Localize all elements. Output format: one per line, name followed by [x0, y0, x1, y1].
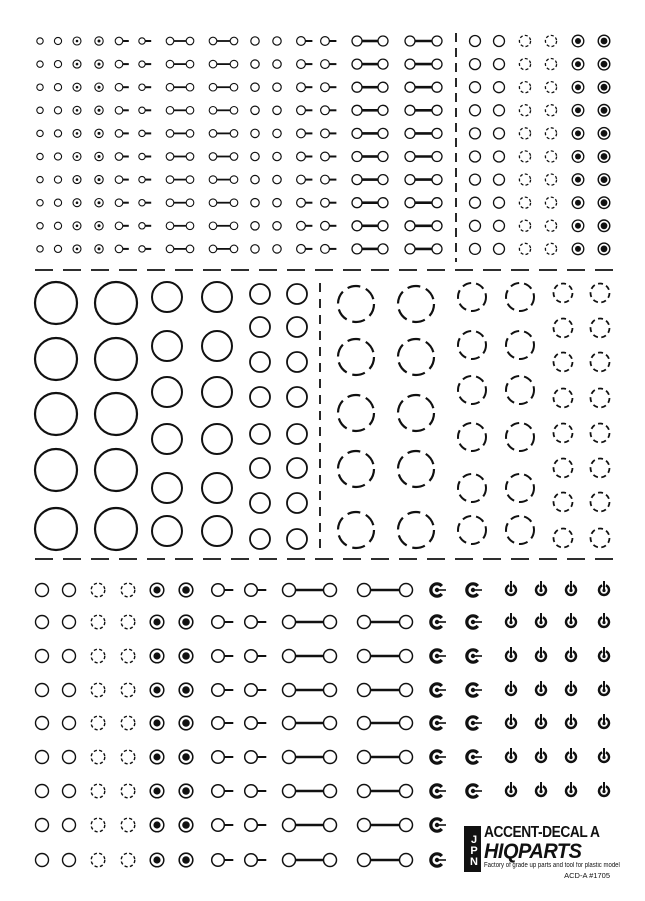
- brand-block: [464, 826, 624, 882]
- product-code: ACD-A #1705: [564, 871, 610, 880]
- maker-tagline: Factory of grade up parts and tool for plastic model: [484, 862, 620, 869]
- product-title: ACCENT-DECAL A: [484, 824, 600, 841]
- country-tag: JPN: [464, 826, 481, 872]
- maker-logo: HIQPARTS: [484, 840, 582, 863]
